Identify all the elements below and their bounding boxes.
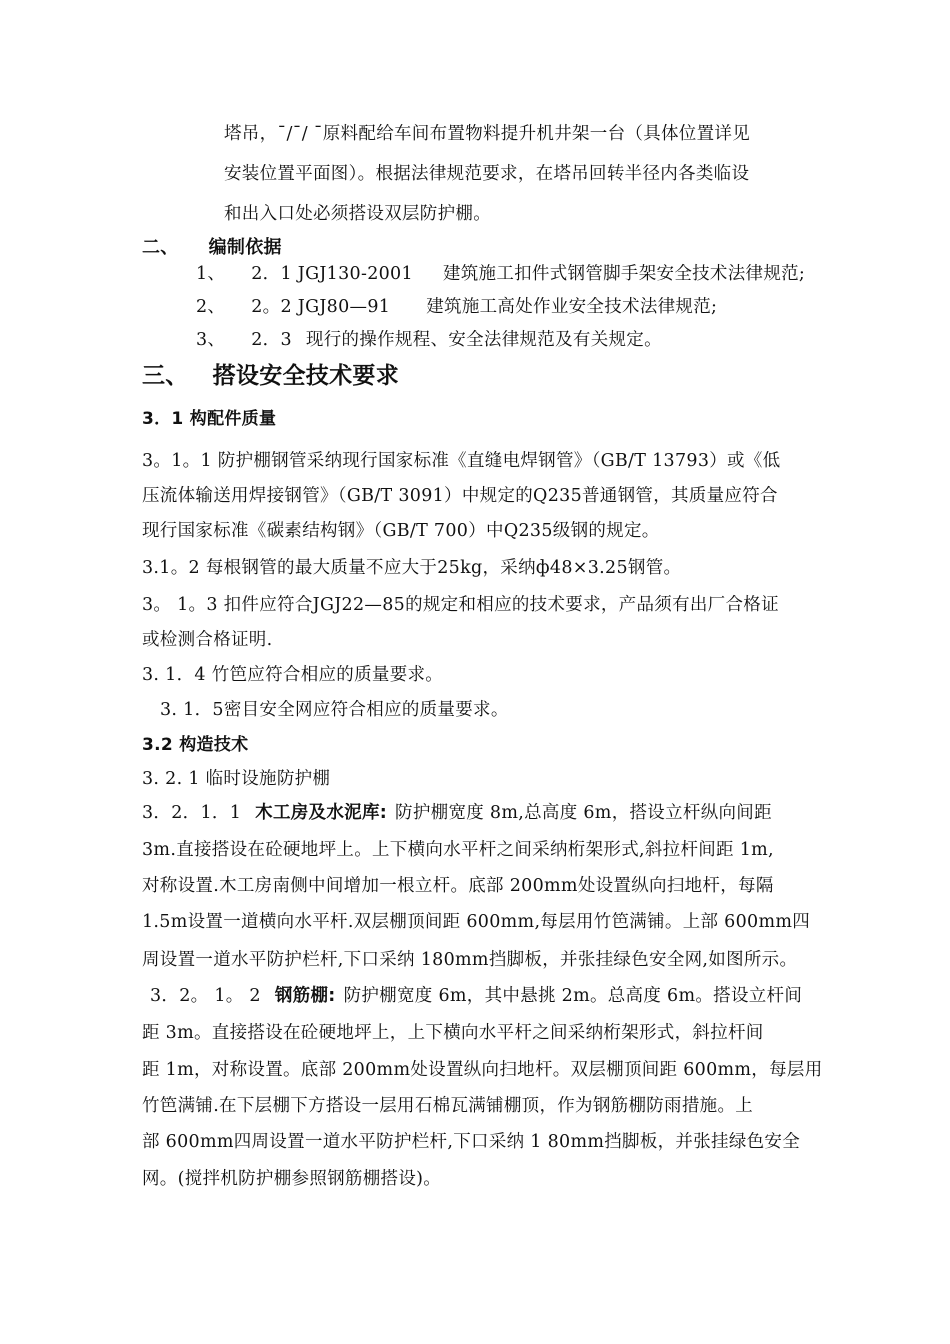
paragraph-line: 1.5m设置一道横向水平杆.双层棚顶间距 600mm,每层用竹笆满铺。上部 600mm四: [142, 912, 811, 932]
bold-term: 木工房及水泥库:: [255, 803, 388, 823]
intro-line-1: 塔吊，¯/¯/ ¯原料配给车间布置物料提升机井架一台（具体位置详见: [224, 124, 751, 144]
paragraph-line: 3.1。2 每根钢管的最大质量不应大于25kg，采纳ф48×3.25钢管。: [142, 558, 682, 578]
section-2-heading: [142, 236, 282, 260]
paragraph-line: 网。(搅拌机防护棚参照钢筋棚搭设)。: [142, 1169, 442, 1189]
paragraph-line: 3m.直接搭设在砼硬地坪上。上下横向水平杆之间采纳桁架形式,斜拉杆间距 1m,: [142, 840, 774, 860]
paragraph-line: 竹笆满铺.在下层棚下方搭设一层用石棉瓦满铺棚顶，作为钢筋棚防雨措施。上: [142, 1096, 754, 1116]
paragraph-line: 距 1m，对称设置。底部 200mm处设置纵向扫地杆。双层棚顶间距 600mm，每层用: [142, 1060, 823, 1080]
reference-item: 3、 2．3 现行的操作规程、安全法律规范及有关规定。: [196, 330, 662, 350]
reference-item: 2、 2。2 JGJ80—91 建筑施工高处作业安全技术法律规范;: [196, 297, 718, 317]
paragraph-line: 周设置一道水平防护栏杆,下口采纳 180mm挡脚板，并张挂绿色安全网,如图所示。: [142, 950, 798, 970]
bold-term: 钢筋棚:: [274, 986, 336, 1006]
intro-line-3: 和出入口处必须搭设双层防护棚。: [224, 204, 491, 224]
paragraph-line: 压流体输送用焊接钢管》（GB/T 3091）中规定的Q235普通钢管，其质量应符合: [142, 486, 778, 506]
paragraph-line: 现行国家标准《碳素结构钢》（GB/T 700）中Q235级钢的规定。: [142, 521, 660, 541]
paragraph-line: 或检测合格证明.: [142, 630, 273, 650]
intro-line-2: 安装位置平面图）。根据法律规范要求，在塔吊回转半径内各类临设: [224, 164, 750, 184]
section-3-title: 搭设安全技术要求: [212, 363, 400, 389]
subsection-3-2-1-title: 3. 2. 1 临时设施防护棚: [142, 769, 331, 789]
paragraph-line: 距 3m。直接搭设在砼硬地坪上，上下横向水平杆之间采纳桁架形式，斜拉杆间: [142, 1023, 764, 1043]
subsection-3-2-title: 3.2 构造技术: [142, 735, 249, 755]
reference-item: 1、 2．1 JGJ130-2001 建筑施工扣件式钢管脚手架安全技术法律规范;: [196, 264, 806, 284]
paragraph-line: 3。 1。3 扣件应符合JGJ22—85的规定和相应的技术要求，产品须有出厂合格证: [142, 595, 779, 615]
paragraph-line: 3. 1．4 竹笆应符合相应的质量要求。: [142, 665, 444, 685]
section-2-title: 编制依据: [208, 237, 282, 258]
paragraph-line: 3。1。1 防护棚钢管采纳现行国家标准《直缝电焊钢管》（GB/T 13793）或《低: [142, 451, 781, 471]
paragraph-line: 3．2．1．1 木工房及水泥库: 防护棚宽度 8m,总高度 6m，搭设立杆纵向间距: [142, 803, 772, 823]
paragraph-line: 对称设置.木工房南侧中间增加一根立杆。底部 200mm处设置纵向扫地杆，每隔: [142, 876, 774, 896]
section-3-number: 三、: [142, 363, 189, 389]
paragraph-line: 3. 1．5密目安全网应符合相应的质量要求。: [160, 700, 509, 720]
paragraph-line: 3．2。 1。 2 钢筋棚: 防护棚宽度 6m，其中悬挑 2m。总高度 6m。搭设立杆间: [150, 986, 803, 1006]
section-3-heading: [142, 361, 399, 391]
section-2-number: 二、: [142, 237, 179, 258]
subsection-3-1-title: 3．1 构配件质量: [142, 409, 277, 429]
paragraph-line: 部 600mm四周设置一道水平防护栏杆,下口采纳 1 80mm挡脚板，并张挂绿色安全: [142, 1132, 801, 1152]
